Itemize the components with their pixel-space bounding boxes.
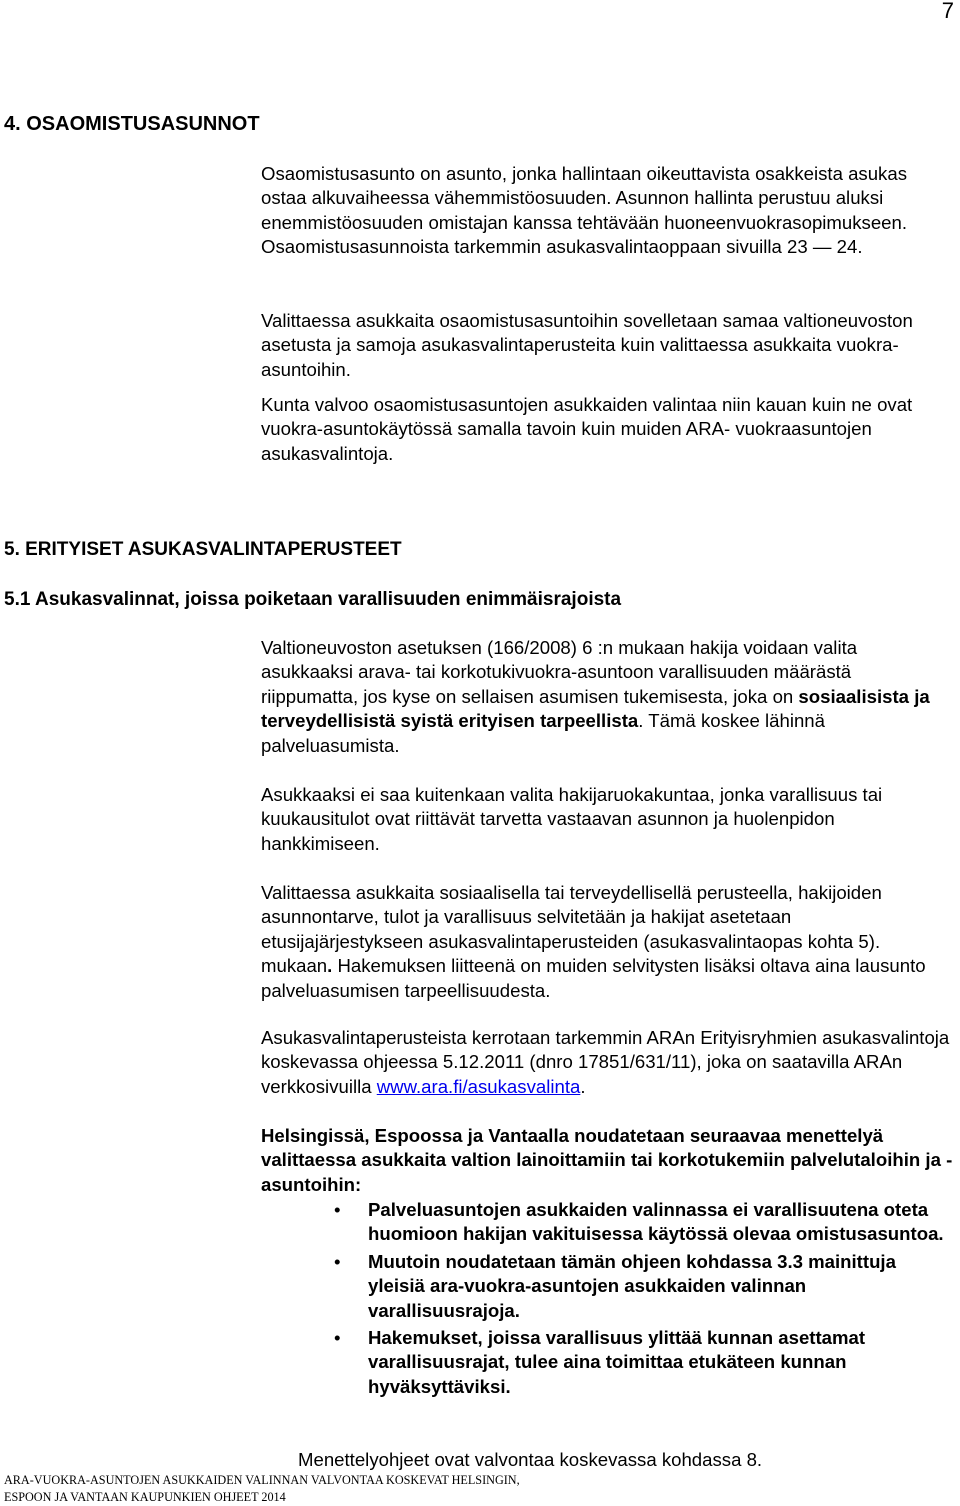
section-4-paragraph-2: Valittaessa asukkaita osaomistusasuntoihin sovelletaan samaa valtioneuvoston asetusta ja samoja asukasvalintaperusteita kuin valittaessa asukkaita vuokra-asuntoihin. — [261, 310, 913, 380]
list-item — [334, 1326, 954, 1399]
paragraph-text: Asukasvalintaperusteista kerrotaan tarkemmin ARAn Erityisryhmien asukasvalintoja koskevassa ohjeessa 5.12.2011 (dnro 17851/631/11), joka on saatavilla ARAn verkkosivuilla — [261, 1027, 950, 1097]
paragraph-text: Valittaessa asukkaita sosiaalisella tai terveydellisellä perusteella, hakijoiden asunnontarve, tulot ja varallisuus selvitetään ja hakijat asetetaan etusijajärjestykseen asukasvalintaperusteiden (asukasvalintaopas kohta 5). mukaan — [261, 882, 882, 977]
section-4-heading: 4. OSAOMISTUSASUNNOT — [4, 113, 260, 135]
footer-line-1: ARA-VUOKRA-ASUNTOJEN ASUKKAIDEN VALINNAN VALVONTAA KOSKEVAT HELSINGIN, — [4, 1473, 520, 1487]
asukasvalinta-link[interactable]: www.ara.fi/asukasvalinta — [376, 1075, 581, 1097]
bullet-list — [334, 1198, 954, 1402]
page-number: 7 — [941, 0, 954, 23]
section-4-paragraph-1: Osaomistusasunto on asunto, jonka hallintaan oikeuttavista osakkeista asukas ostaa alkuvaiheessa vähemmistöosuuden. Asunnon hallinta perustuu aluksi enemmistöosuuden omistajan kanssa tehtävään huoneenvuokrasopimukseen. Osaomistusasunnoista tarkemmin asukasvalintaoppaan sivuilla 23 — 24. — [261, 163, 908, 258]
section-5-1-paragraph-4 — [261, 1026, 953, 1099]
section-5-heading: 5. ERITYISET ASUKASVALINTAPERUSTEET — [4, 539, 402, 560]
section-5-1-paragraph-3 — [261, 881, 953, 1003]
paragraph-text: . Tämä koskee lähinnä palveluasumista. — [261, 710, 825, 756]
footer — [4, 1472, 520, 1506]
footer-line-2: ESPOON JA VANTAAN KAUPUNKIEN OHJEET 2014 — [4, 1490, 286, 1504]
list-item-text: Palveluasuntojen asukkaiden valinnassa ei varallisuutena oteta huomioon hakijan vakituisessa käytössä olevaa omistusasuntoa. — [368, 1199, 944, 1245]
list-item — [334, 1198, 954, 1247]
paragraph-text: Valtioneuvoston asetuksen (166/2008) 6 :n mukaan hakija voidaan valita asukkaaksi arava- tai korkotukivuokra-asuntoon varallisuuden määrästä riippumatta, jos kyse on sellaisen asumisen tukemisesta, joka on — [261, 637, 858, 707]
closing-note: Menettelyohjeet ovat valvontaa koskevassa kohdassa 8. — [298, 1449, 763, 1470]
bullet-icon: • — [334, 1250, 341, 1272]
section-5-1-paragraph-2: Asukkaaksi ei saa kuitenkaan valita hakijaruokakuntaa, jonka varallisuus tai kuukausitulot ovat riittävät tarvetta vastaavan asunnon ja huolenpidon hankkimiseen. — [261, 784, 883, 854]
section-4-paragraph-3: Kunta valvoo osaomistusasuntojen asukkaiden valintaa niin kauan kuin ne ovat vuokra-asuntokäytössä samalla tavoin kuin muiden ARA- vuokraasuntojen asukasvalintoja. — [261, 394, 913, 464]
list-item-text: Hakemukset, joissa varallisuus ylittää kunnan asettamat varallisuusrajat, tulee aina toimittaa etukäteen kunnan hyväksyttäviksi. — [368, 1327, 866, 1397]
emphasis-text: sosiaalisista ja terveydellisistä syistä erityisen tarpeellista — [261, 685, 930, 732]
bold-intro-paragraph: Helsingissä, Espoossa ja Vantaalla noudatetaan seuraavaa menettelyä valittaessa asukkaita valtion lainoittamiin tai korkotukemiin palvelutaloihin ja -asuntoihin: — [261, 1125, 953, 1195]
paragraph-text: . — [580, 1075, 586, 1097]
list-item-text: Muutoin noudatetaan tämän ohjeen kohdassa 3.3 mainittuja yleisiä ara-vuokra-asuntojen asukkaiden valinnan varallisuusrajoja. — [368, 1250, 896, 1321]
section-5-1-paragraph-1 — [261, 636, 953, 758]
bullet-icon: • — [334, 1327, 341, 1349]
emphasis-text: . — [327, 955, 333, 977]
paragraph-text: Hakemuksen liitteenä on muiden selvitysten lisäksi oltava aina lausunto palveluasumisen tarpeellisuudesta. — [261, 955, 926, 1001]
bullet-icon: • — [334, 1199, 341, 1220]
list-item — [334, 1250, 954, 1323]
section-5-1-heading: 5.1 Asukasvalinnat, joissa poiketaan varallisuuden enimmäisrajoista — [4, 589, 622, 610]
